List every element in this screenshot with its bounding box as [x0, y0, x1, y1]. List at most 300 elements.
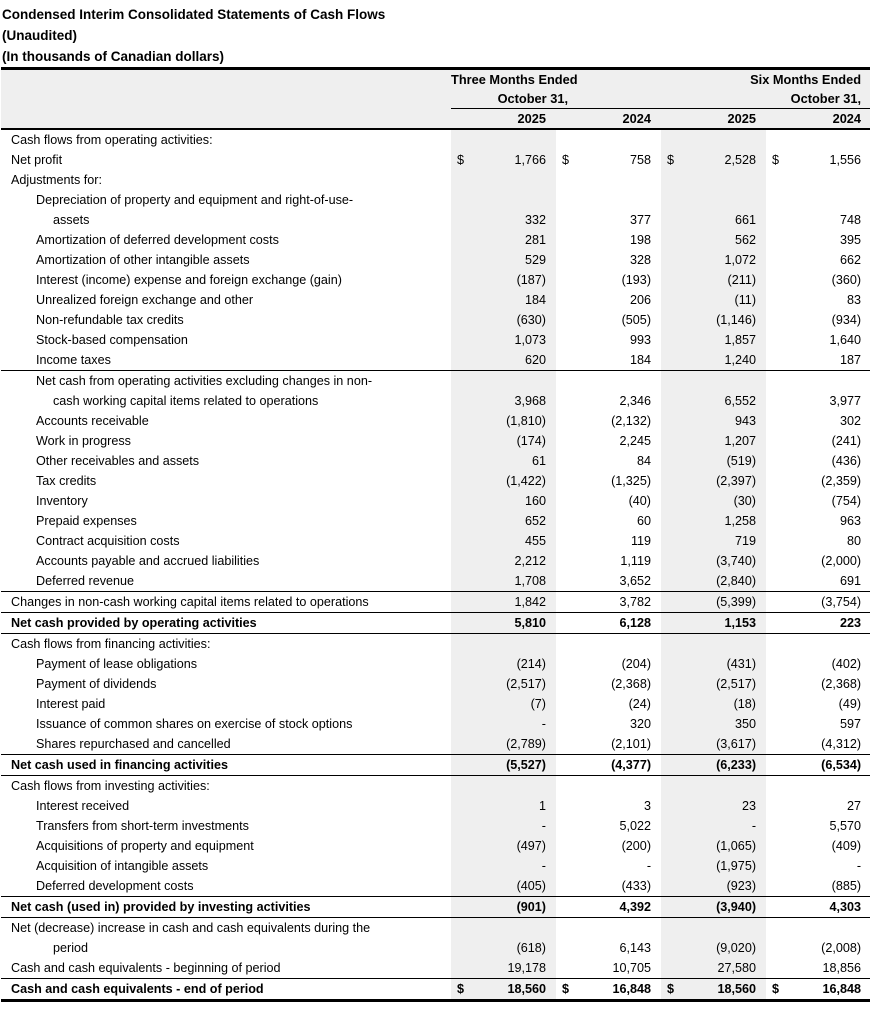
row-value: (2,000): [821, 554, 862, 568]
row-label: Interest paid: [36, 697, 106, 711]
currency-symbol-cell: [661, 571, 683, 592]
table-row: [1, 431, 870, 451]
row-value: 16,848: [788, 979, 870, 1001]
statement-subtitle-unaudited: (Unaudited): [2, 28, 77, 43]
row-value: [473, 170, 556, 190]
row-value: 350: [683, 714, 766, 734]
row-label: Acquisitions of property and equipment: [36, 839, 254, 853]
row-value: 3,977: [829, 394, 862, 408]
currency-symbol-cell: [766, 836, 788, 856]
currency-symbol-cell: [661, 674, 683, 694]
currency-symbol-cell: $: [451, 979, 473, 1001]
row-value: (40): [628, 494, 652, 508]
currency-symbol-cell: [766, 310, 788, 330]
row-value: 4,392: [578, 897, 661, 918]
row-value: [683, 371, 766, 392]
currency-symbol-cell: [661, 856, 683, 876]
row-value: 18,560: [473, 979, 556, 1001]
currency-symbol-cell: [451, 230, 473, 250]
currency-symbol-cell: [451, 592, 473, 613]
currency-symbol-cell: [451, 129, 473, 150]
currency-symbol-cell: [766, 531, 788, 551]
currency-symbol-cell: [766, 674, 788, 694]
row-value: -: [473, 816, 556, 836]
row-value: -: [646, 859, 652, 873]
header-year-three-2024: 2024: [556, 109, 661, 130]
currency-symbol-cell: [556, 592, 578, 613]
row-value: 943: [683, 411, 766, 431]
table-row: [1, 776, 870, 797]
row-value: 332: [473, 210, 556, 230]
row-value: [473, 634, 556, 655]
currency-symbol-cell: [661, 471, 683, 491]
row-value: 19,178: [473, 958, 556, 979]
row-value: 83: [847, 293, 862, 307]
currency-symbol-cell: [556, 674, 578, 694]
row-value: -: [473, 856, 556, 876]
row-value: 2,245: [619, 434, 652, 448]
currency-symbol-cell: [661, 918, 683, 939]
currency-symbol-cell: [556, 451, 578, 471]
currency-symbol-cell: [661, 694, 683, 714]
row-value: (2,008): [821, 941, 862, 955]
table-row: [1, 876, 870, 897]
table-row: [1, 350, 870, 371]
row-label: Accounts payable and accrued liabilities: [36, 554, 260, 568]
row-value: (436): [831, 454, 862, 468]
row-value: (1,422): [473, 471, 556, 491]
currency-symbol-cell: [451, 755, 473, 776]
currency-symbol-cell: [556, 330, 578, 350]
row-label: Interest received: [36, 799, 130, 813]
row-value: 1,258: [683, 511, 766, 531]
currency-symbol-cell: [556, 958, 578, 979]
row-value: 6,143: [619, 941, 652, 955]
currency-symbol-cell: [766, 634, 788, 655]
row-value: 2,528: [683, 150, 766, 170]
row-label: Stock-based compensation: [36, 333, 188, 347]
currency-symbol-cell: [661, 270, 683, 290]
row-value: 206: [630, 293, 652, 307]
currency-symbol-cell: [451, 391, 473, 411]
row-label: Unrealized foreign exchange and other: [36, 293, 254, 307]
currency-symbol-cell: [661, 170, 683, 190]
table-row: [1, 270, 870, 290]
row-value: [473, 776, 556, 797]
row-value: 184: [473, 290, 556, 310]
row-label: Cash flows from financing activities:: [11, 637, 211, 651]
table-row: [1, 958, 870, 979]
row-value: 1,857: [683, 330, 766, 350]
row-value: 758: [630, 153, 652, 167]
row-value: 6,128: [578, 613, 661, 634]
currency-symbol-cell: [556, 918, 578, 939]
row-value: (174): [473, 431, 556, 451]
currency-symbol-cell: [766, 371, 788, 392]
row-value: (2,789): [473, 734, 556, 755]
currency-symbol-cell: [661, 491, 683, 511]
row-value: (2,517): [683, 674, 766, 694]
row-value: (901): [473, 897, 556, 918]
row-value: [788, 129, 870, 150]
currency-symbol-cell: [661, 391, 683, 411]
currency-symbol-cell: [766, 816, 788, 836]
currency-symbol-cell: [556, 491, 578, 511]
currency-symbol-cell: [556, 897, 578, 918]
currency-symbol-cell: [556, 714, 578, 734]
currency-symbol-cell: [766, 856, 788, 876]
currency-symbol-cell: [661, 330, 683, 350]
currency-symbol-cell: [451, 856, 473, 876]
row-value: [683, 634, 766, 655]
currency-symbol-cell: [661, 592, 683, 613]
currency-symbol-cell: [451, 290, 473, 310]
currency-symbol-cell: $: [556, 979, 578, 1001]
row-value: [473, 190, 556, 210]
row-value: 320: [630, 717, 652, 731]
currency-symbol-cell: [661, 634, 683, 655]
table-row: [1, 613, 870, 634]
currency-symbol-cell: [451, 613, 473, 634]
currency-symbol-cell: [766, 471, 788, 491]
currency-symbol-cell: [661, 411, 683, 431]
row-label: Net cash provided by operating activities: [1, 613, 451, 634]
row-value: 1,640: [829, 333, 862, 347]
table-row: [1, 190, 870, 210]
row-label: Cash and cash equivalents - end of period: [1, 979, 451, 1001]
row-value: 1,119: [620, 554, 652, 568]
row-value: (6,534): [788, 755, 870, 776]
row-label: Acquisition of intangible assets: [36, 859, 209, 873]
currency-symbol-cell: [556, 938, 578, 958]
currency-symbol-cell: [766, 918, 788, 939]
currency-symbol-cell: [451, 816, 473, 836]
row-value: (409): [831, 839, 862, 853]
row-value: [473, 371, 556, 392]
row-value: [578, 634, 661, 655]
currency-symbol-cell: [766, 129, 788, 150]
currency-symbol-cell: [451, 654, 473, 674]
table-row: [1, 714, 870, 734]
currency-symbol-cell: [766, 250, 788, 270]
row-value: 223: [788, 613, 870, 634]
row-value: [788, 634, 870, 655]
table-body: [1, 129, 870, 1001]
table-row: [1, 674, 870, 694]
row-value: (519): [683, 451, 766, 471]
row-value: (211): [683, 270, 766, 290]
row-value: (6,233): [683, 755, 766, 776]
row-value: [683, 170, 766, 190]
currency-symbol-cell: [451, 371, 473, 392]
row-value: (2,397): [683, 471, 766, 491]
row-value: 562: [683, 230, 766, 250]
currency-symbol-cell: [661, 776, 683, 797]
currency-symbol-cell: [556, 411, 578, 431]
row-value: 5,570: [829, 819, 862, 833]
table-row: [1, 918, 870, 939]
row-value: 395: [840, 233, 862, 247]
row-value: (360): [831, 273, 862, 287]
row-value: [788, 776, 870, 797]
currency-symbol-cell: [556, 551, 578, 571]
header-blank-cell-3: [1, 109, 451, 130]
currency-symbol-cell: [451, 270, 473, 290]
row-label: Other receivables and assets: [36, 454, 200, 468]
table-row: [1, 210, 870, 230]
header-row-date-label: [1, 89, 870, 109]
table-row: [1, 290, 870, 310]
row-value: [578, 129, 661, 150]
currency-symbol-cell: $: [451, 150, 473, 170]
row-value: 18,560: [683, 979, 766, 1001]
row-value: 27: [847, 799, 862, 813]
currency-symbol-cell: [661, 755, 683, 776]
row-value: 18,856: [822, 961, 862, 975]
row-value: 1,842: [473, 592, 556, 613]
currency-symbol-cell: [661, 938, 683, 958]
row-value: (3,940): [683, 897, 766, 918]
row-value: (5,399): [683, 592, 766, 613]
currency-symbol-cell: $: [562, 153, 570, 167]
currency-symbol-cell: [451, 776, 473, 797]
table-row: [1, 734, 870, 755]
row-value: (618): [473, 938, 556, 958]
currency-symbol-cell: $: [661, 979, 683, 1001]
row-label: Work in progress: [36, 434, 131, 448]
currency-symbol-cell: [451, 531, 473, 551]
currency-symbol-cell: [766, 897, 788, 918]
currency-symbol-cell: [556, 471, 578, 491]
table-row: [1, 471, 870, 491]
currency-symbol-cell: [556, 836, 578, 856]
header-row-years: [1, 109, 870, 130]
row-value: 27,580: [683, 958, 766, 979]
currency-symbol-cell: [556, 391, 578, 411]
currency-symbol-cell: [766, 491, 788, 511]
row-value: 1,766: [473, 150, 556, 170]
table-row: [1, 897, 870, 918]
currency-symbol-cell: [556, 876, 578, 897]
currency-symbol-cell: [661, 310, 683, 330]
row-value: 652: [473, 511, 556, 531]
row-label: Net cash (used in) provided by investing activities: [1, 897, 451, 918]
row-value: (934): [831, 313, 862, 327]
table-row: [1, 371, 870, 392]
currency-symbol-cell: [451, 876, 473, 897]
currency-symbol-cell: [661, 796, 683, 816]
row-value: (49): [838, 697, 862, 711]
currency-symbol-cell: [766, 938, 788, 958]
row-value: [788, 371, 870, 392]
row-value: 691: [840, 574, 862, 588]
row-value: 61: [473, 451, 556, 471]
row-value: (2,101): [611, 737, 652, 751]
row-value: 302: [840, 414, 862, 428]
currency-symbol-cell: [556, 371, 578, 392]
currency-symbol-cell: [451, 511, 473, 531]
table-row: [1, 836, 870, 856]
row-value: [683, 190, 766, 210]
row-value: 16,848: [578, 979, 661, 1001]
currency-symbol-cell: [451, 431, 473, 451]
row-label: Tax credits: [36, 474, 97, 488]
currency-symbol-cell: [661, 531, 683, 551]
row-value: 4,303: [788, 897, 870, 918]
currency-symbol-cell: [766, 613, 788, 634]
currency-symbol-cell: [661, 836, 683, 856]
currency-symbol-cell: [556, 613, 578, 634]
table-row: [1, 755, 870, 776]
row-value: (630): [473, 310, 556, 330]
currency-symbol-cell: [556, 129, 578, 150]
currency-symbol-cell: [556, 170, 578, 190]
row-label: Cash flows from operating activities:: [11, 133, 213, 147]
row-value: [578, 190, 661, 210]
currency-symbol-cell: [766, 876, 788, 897]
row-label: Accounts receivable: [36, 414, 149, 428]
row-label: Contract acquisition costs: [36, 534, 180, 548]
table-row: [1, 491, 870, 511]
currency-symbol-cell: [766, 190, 788, 210]
row-value: (24): [628, 697, 652, 711]
currency-symbol-cell: [556, 571, 578, 592]
currency-symbol-cell: [556, 654, 578, 674]
currency-symbol-cell: $: [766, 979, 788, 1001]
row-value: (9,020): [683, 938, 766, 958]
header-year-three-2025: 2025: [451, 109, 556, 130]
row-label: Inventory: [36, 494, 88, 508]
row-value: (18): [683, 694, 766, 714]
row-label: Non-refundable tax credits: [36, 313, 184, 327]
row-value: (4,377): [578, 755, 661, 776]
currency-symbol-cell: [661, 190, 683, 210]
row-value: 719: [683, 531, 766, 551]
row-label: Deferred revenue: [36, 574, 135, 588]
row-value: (241): [831, 434, 862, 448]
currency-symbol-cell: [451, 674, 473, 694]
currency-symbol-cell: [556, 694, 578, 714]
row-label: Depreciation of property and equipment and right-of-use-: [36, 193, 354, 207]
currency-symbol-cell: [451, 491, 473, 511]
row-value: (2,368): [611, 677, 652, 691]
row-value: 1,556: [829, 153, 862, 167]
row-value: 620: [473, 350, 556, 371]
currency-symbol-cell: [556, 230, 578, 250]
header-three-months-date: October 31,: [451, 89, 578, 109]
currency-symbol-cell: [766, 734, 788, 755]
row-value: [578, 918, 661, 939]
currency-symbol-cell: [451, 210, 473, 230]
currency-symbol-cell: [766, 350, 788, 371]
currency-symbol-cell: [766, 694, 788, 714]
row-value: (2,359): [821, 474, 862, 488]
row-label: Net (decrease) increase in cash and cash equivalents during the: [11, 921, 371, 935]
row-value: 455: [473, 531, 556, 551]
table-row: [1, 150, 870, 170]
row-label: Interest (income) expense and foreign exchange (gain): [36, 273, 342, 287]
currency-symbol-cell: [451, 551, 473, 571]
currency-symbol-cell: [661, 734, 683, 755]
row-value: (193): [621, 273, 652, 287]
currency-symbol-cell: [451, 958, 473, 979]
row-label: cash working capital items related to operations: [53, 394, 319, 408]
row-value: [683, 129, 766, 150]
currency-symbol-cell: [766, 654, 788, 674]
currency-symbol-cell: [451, 836, 473, 856]
currency-symbol-cell: [766, 391, 788, 411]
row-value: 993: [630, 333, 652, 347]
row-value: -: [683, 816, 766, 836]
row-value: (497): [473, 836, 556, 856]
currency-symbol-cell: [766, 431, 788, 451]
row-label: Payment of lease obligations: [36, 657, 198, 671]
currency-symbol-cell: [661, 350, 683, 371]
table-row: [1, 796, 870, 816]
row-value: [578, 371, 661, 392]
row-label: Net cash used in financing activities: [1, 755, 451, 776]
currency-symbol-cell: [661, 129, 683, 150]
row-value: 1,240: [683, 350, 766, 371]
row-value: (187): [473, 270, 556, 290]
cash-flow-statement-table: [1, 67, 870, 1002]
row-value: 3: [644, 799, 652, 813]
row-label: Changes in non-cash working capital items related to operations: [1, 592, 451, 613]
row-value: (505): [621, 313, 652, 327]
row-value: [788, 190, 870, 210]
table-row: [1, 694, 870, 714]
table-row: [1, 531, 870, 551]
currency-symbol-cell: [451, 634, 473, 655]
row-value: 10,705: [612, 961, 652, 975]
currency-symbol-cell: $: [772, 153, 780, 167]
currency-symbol-cell: [556, 250, 578, 270]
currency-symbol-cell: [556, 816, 578, 836]
row-value: 5,022: [619, 819, 652, 833]
row-value: (204): [621, 657, 652, 671]
row-value: 84: [637, 454, 652, 468]
header-six-months-label: Six Months Ended: [683, 69, 870, 90]
currency-symbol-cell: [766, 330, 788, 350]
row-label: Amortization of other intangible assets: [36, 253, 250, 267]
currency-symbol-cell: [766, 230, 788, 250]
table-row: [1, 816, 870, 836]
table-row: [1, 411, 870, 431]
currency-symbol-cell: [451, 350, 473, 371]
row-label: Payment of dividends: [36, 677, 157, 691]
row-value: (3,754): [788, 592, 870, 613]
row-label: Amortization of deferred development costs: [36, 233, 279, 247]
row-value: -: [473, 714, 556, 734]
currency-symbol-cell: [661, 431, 683, 451]
row-value: [473, 129, 556, 150]
currency-symbol-cell: [556, 511, 578, 531]
currency-symbol-cell: [661, 714, 683, 734]
row-value: (2,132): [611, 414, 652, 428]
currency-symbol-cell: [661, 230, 683, 250]
row-value: (431): [683, 654, 766, 674]
currency-symbol-cell: [766, 290, 788, 310]
currency-symbol-cell: [661, 613, 683, 634]
currency-symbol-cell: [451, 471, 473, 491]
currency-symbol-cell: [451, 330, 473, 350]
table-row: [1, 856, 870, 876]
currency-symbol-cell: [661, 290, 683, 310]
row-value: (3,740): [683, 551, 766, 571]
currency-symbol-cell: [451, 170, 473, 190]
header-year-six-2024: 2024: [766, 109, 870, 130]
row-value: 328: [630, 253, 652, 267]
